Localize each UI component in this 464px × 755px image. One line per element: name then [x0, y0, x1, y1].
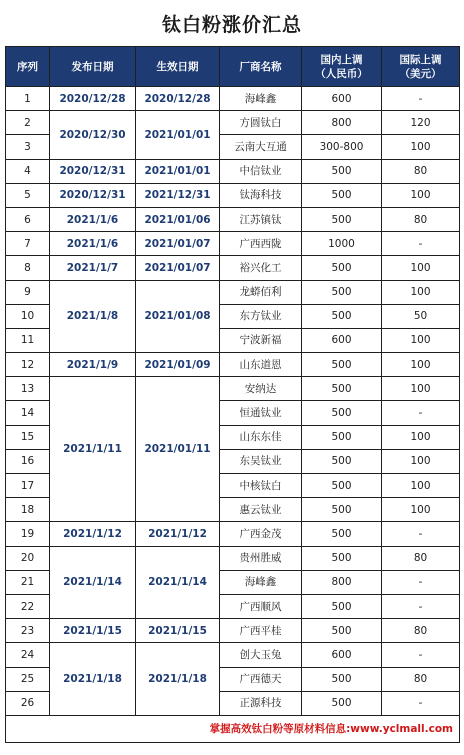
- domestic-cell: 500: [302, 449, 382, 473]
- footer-row: [6, 715, 460, 742]
- table-row: [6, 207, 460, 231]
- domestic-cell: 300-800: [302, 135, 382, 159]
- domestic-cell: 600: [302, 643, 382, 667]
- seq-cell: 3: [6, 135, 50, 159]
- publish-date-cell: 2021/1/9: [50, 353, 136, 377]
- seq-cell: 4: [6, 159, 50, 183]
- maker-cell: 惠云钛业: [220, 498, 302, 522]
- domestic-cell: 500: [302, 474, 382, 498]
- seq-cell: 16: [6, 449, 50, 473]
- maker-cell: 恒通钛业: [220, 401, 302, 425]
- intl-cell: 50: [382, 304, 460, 328]
- maker-cell: 山东东佳: [220, 425, 302, 449]
- maker-cell: 宁波新福: [220, 328, 302, 352]
- intl-cell: 100: [382, 377, 460, 401]
- effective-date-cell: 2021/01/07: [136, 232, 220, 256]
- table-row: [6, 377, 460, 401]
- maker-cell: 江苏镇钛: [220, 207, 302, 231]
- intl-cell: 100: [382, 353, 460, 377]
- publish-date-cell: 2021/1/15: [50, 619, 136, 643]
- seq-cell: 26: [6, 691, 50, 715]
- maker-cell: 安纳达: [220, 377, 302, 401]
- intl-cell: -: [382, 522, 460, 546]
- intl-cell: 100: [382, 474, 460, 498]
- seq-cell: 9: [6, 280, 50, 304]
- intl-cell: 100: [382, 280, 460, 304]
- publish-date-cell: 2020/12/31: [50, 183, 136, 207]
- seq-cell: 6: [6, 207, 50, 231]
- intl-cell: 100: [382, 183, 460, 207]
- publish-date-cell: 2020/12/28: [50, 87, 136, 111]
- effective-date-cell: 2021/01/09: [136, 353, 220, 377]
- publish-date-cell: 2021/1/14: [50, 546, 136, 619]
- intl-cell: 100: [382, 328, 460, 352]
- effective-date-cell: 2021/01/06: [136, 207, 220, 231]
- seq-cell: 20: [6, 546, 50, 570]
- publish-date-cell: 2020/12/31: [50, 159, 136, 183]
- intl-cell: 80: [382, 207, 460, 231]
- maker-cell: 创大玉兔: [220, 643, 302, 667]
- intl-cell: -: [382, 594, 460, 618]
- table-row: [6, 546, 460, 570]
- seq-cell: 18: [6, 498, 50, 522]
- effective-date-cell: 2021/1/15: [136, 619, 220, 643]
- seq-cell: 22: [6, 594, 50, 618]
- domestic-cell: 1000: [302, 232, 382, 256]
- maker-cell: 正源科技: [220, 691, 302, 715]
- seq-cell: 24: [6, 643, 50, 667]
- maker-cell: 龙蟒佰利: [220, 280, 302, 304]
- seq-cell: 19: [6, 522, 50, 546]
- domestic-cell: 500: [302, 159, 382, 183]
- maker-cell: 海峰鑫: [220, 570, 302, 594]
- header-effective-date: 生效日期: [136, 47, 220, 87]
- seq-cell: 10: [6, 304, 50, 328]
- seq-cell: 25: [6, 667, 50, 691]
- domestic-cell: 500: [302, 207, 382, 231]
- page-title: 钛白粉涨价汇总: [161, 13, 302, 36]
- footer-link-text: 掌握高效钛白粉等原材料信息:www.yclmall.com: [6, 715, 460, 742]
- table-row: [6, 232, 460, 256]
- seq-cell: 2: [6, 111, 50, 135]
- domestic-cell: 500: [302, 594, 382, 618]
- domestic-cell: 500: [302, 256, 382, 280]
- header-row: [6, 47, 460, 87]
- maker-cell: 广西金茂: [220, 522, 302, 546]
- seq-cell: 12: [6, 353, 50, 377]
- table-row: [6, 87, 460, 111]
- effective-date-cell: 2021/01/07: [136, 256, 220, 280]
- header-intl-line2: （美元）: [399, 67, 442, 80]
- intl-cell: -: [382, 691, 460, 715]
- seq-cell: 17: [6, 474, 50, 498]
- maker-cell: 东吴钛业: [220, 449, 302, 473]
- effective-date-cell: 2021/01/01: [136, 159, 220, 183]
- maker-cell: 广西西陇: [220, 232, 302, 256]
- table-row: [6, 619, 460, 643]
- publish-date-cell: 2021/1/6: [50, 232, 136, 256]
- effective-date-cell: 2021/1/18: [136, 643, 220, 716]
- table-row: [6, 256, 460, 280]
- maker-cell: 云南大互通: [220, 135, 302, 159]
- effective-date-cell: 2021/01/08: [136, 280, 220, 353]
- maker-cell: 海峰鑫: [220, 87, 302, 111]
- domestic-cell: 600: [302, 328, 382, 352]
- seq-cell: 14: [6, 401, 50, 425]
- maker-cell: 裕兴化工: [220, 256, 302, 280]
- header-maker: 厂商名称: [220, 47, 302, 87]
- table-row: [6, 280, 460, 304]
- intl-cell: 80: [382, 546, 460, 570]
- intl-cell: -: [382, 232, 460, 256]
- seq-cell: 11: [6, 328, 50, 352]
- publish-date-cell: 2021/1/12: [50, 522, 136, 546]
- maker-cell: 广西德天: [220, 667, 302, 691]
- header-domestic-line2: （人民币）: [315, 67, 368, 80]
- intl-cell: 100: [382, 425, 460, 449]
- header-seq: 序列: [6, 47, 50, 87]
- maker-cell: 山东道恩: [220, 353, 302, 377]
- domestic-cell: 500: [302, 546, 382, 570]
- intl-cell: 80: [382, 619, 460, 643]
- domestic-cell: 500: [302, 498, 382, 522]
- seq-cell: 8: [6, 256, 50, 280]
- table-row: [6, 183, 460, 207]
- intl-cell: -: [382, 401, 460, 425]
- seq-cell: 21: [6, 570, 50, 594]
- intl-cell: 100: [382, 449, 460, 473]
- header-intl-line1: 国际上调: [399, 53, 442, 66]
- seq-cell: 15: [6, 425, 50, 449]
- header-domestic: [302, 47, 382, 87]
- effective-date-cell: 2021/01/01: [136, 111, 220, 159]
- intl-cell: 80: [382, 667, 460, 691]
- seq-cell: 7: [6, 232, 50, 256]
- header-publish-date: 发布日期: [50, 47, 136, 87]
- effective-date-cell: 2020/12/28: [136, 87, 220, 111]
- seq-cell: 23: [6, 619, 50, 643]
- seq-cell: 1: [6, 87, 50, 111]
- maker-cell: 贵州胜威: [220, 546, 302, 570]
- domestic-cell: 500: [302, 353, 382, 377]
- intl-cell: -: [382, 87, 460, 111]
- publish-date-cell: 2021/1/18: [50, 643, 136, 716]
- maker-cell: 方圆钛白: [220, 111, 302, 135]
- domestic-cell: 800: [302, 111, 382, 135]
- table-row: [6, 353, 460, 377]
- intl-cell: 100: [382, 135, 460, 159]
- table-row: [6, 643, 460, 667]
- maker-cell: 广西顺风: [220, 594, 302, 618]
- domestic-cell: 500: [302, 619, 382, 643]
- effective-date-cell: 2021/01/11: [136, 377, 220, 522]
- domestic-cell: 500: [302, 280, 382, 304]
- domestic-cell: 500: [302, 401, 382, 425]
- seq-cell: 13: [6, 377, 50, 401]
- domestic-cell: 500: [302, 667, 382, 691]
- effective-date-cell: 2021/1/14: [136, 546, 220, 619]
- effective-date-cell: 2021/12/31: [136, 183, 220, 207]
- publish-date-cell: 2020/12/30: [50, 111, 136, 159]
- domestic-cell: 600: [302, 87, 382, 111]
- intl-cell: -: [382, 570, 460, 594]
- publish-date-cell: 2021/1/11: [50, 377, 136, 522]
- intl-cell: 100: [382, 256, 460, 280]
- table-row: [6, 159, 460, 183]
- seq-cell: 5: [6, 183, 50, 207]
- publish-date-cell: 2021/1/8: [50, 280, 136, 353]
- publish-date-cell: 2021/1/7: [50, 256, 136, 280]
- table-row: [6, 522, 460, 546]
- effective-date-cell: 2021/1/12: [136, 522, 220, 546]
- intl-cell: 100: [382, 498, 460, 522]
- domestic-cell: 800: [302, 570, 382, 594]
- domestic-cell: 500: [302, 183, 382, 207]
- header-intl: [382, 47, 460, 87]
- intl-cell: 80: [382, 159, 460, 183]
- domestic-cell: 500: [302, 377, 382, 401]
- intl-cell: -: [382, 643, 460, 667]
- domestic-cell: 500: [302, 691, 382, 715]
- domestic-cell: 500: [302, 522, 382, 546]
- maker-cell: 中核钛白: [220, 474, 302, 498]
- publish-date-cell: 2021/1/6: [50, 207, 136, 231]
- domestic-cell: 500: [302, 425, 382, 449]
- maker-cell: 广西平桂: [220, 619, 302, 643]
- domestic-cell: 500: [302, 304, 382, 328]
- maker-cell: 东方钛业: [220, 304, 302, 328]
- price-table: [5, 46, 460, 743]
- maker-cell: 钛海科技: [220, 183, 302, 207]
- header-domestic-line1: 国内上调: [320, 53, 363, 66]
- maker-cell: 中信钛业: [220, 159, 302, 183]
- table-row: [6, 111, 460, 135]
- intl-cell: 120: [382, 111, 460, 135]
